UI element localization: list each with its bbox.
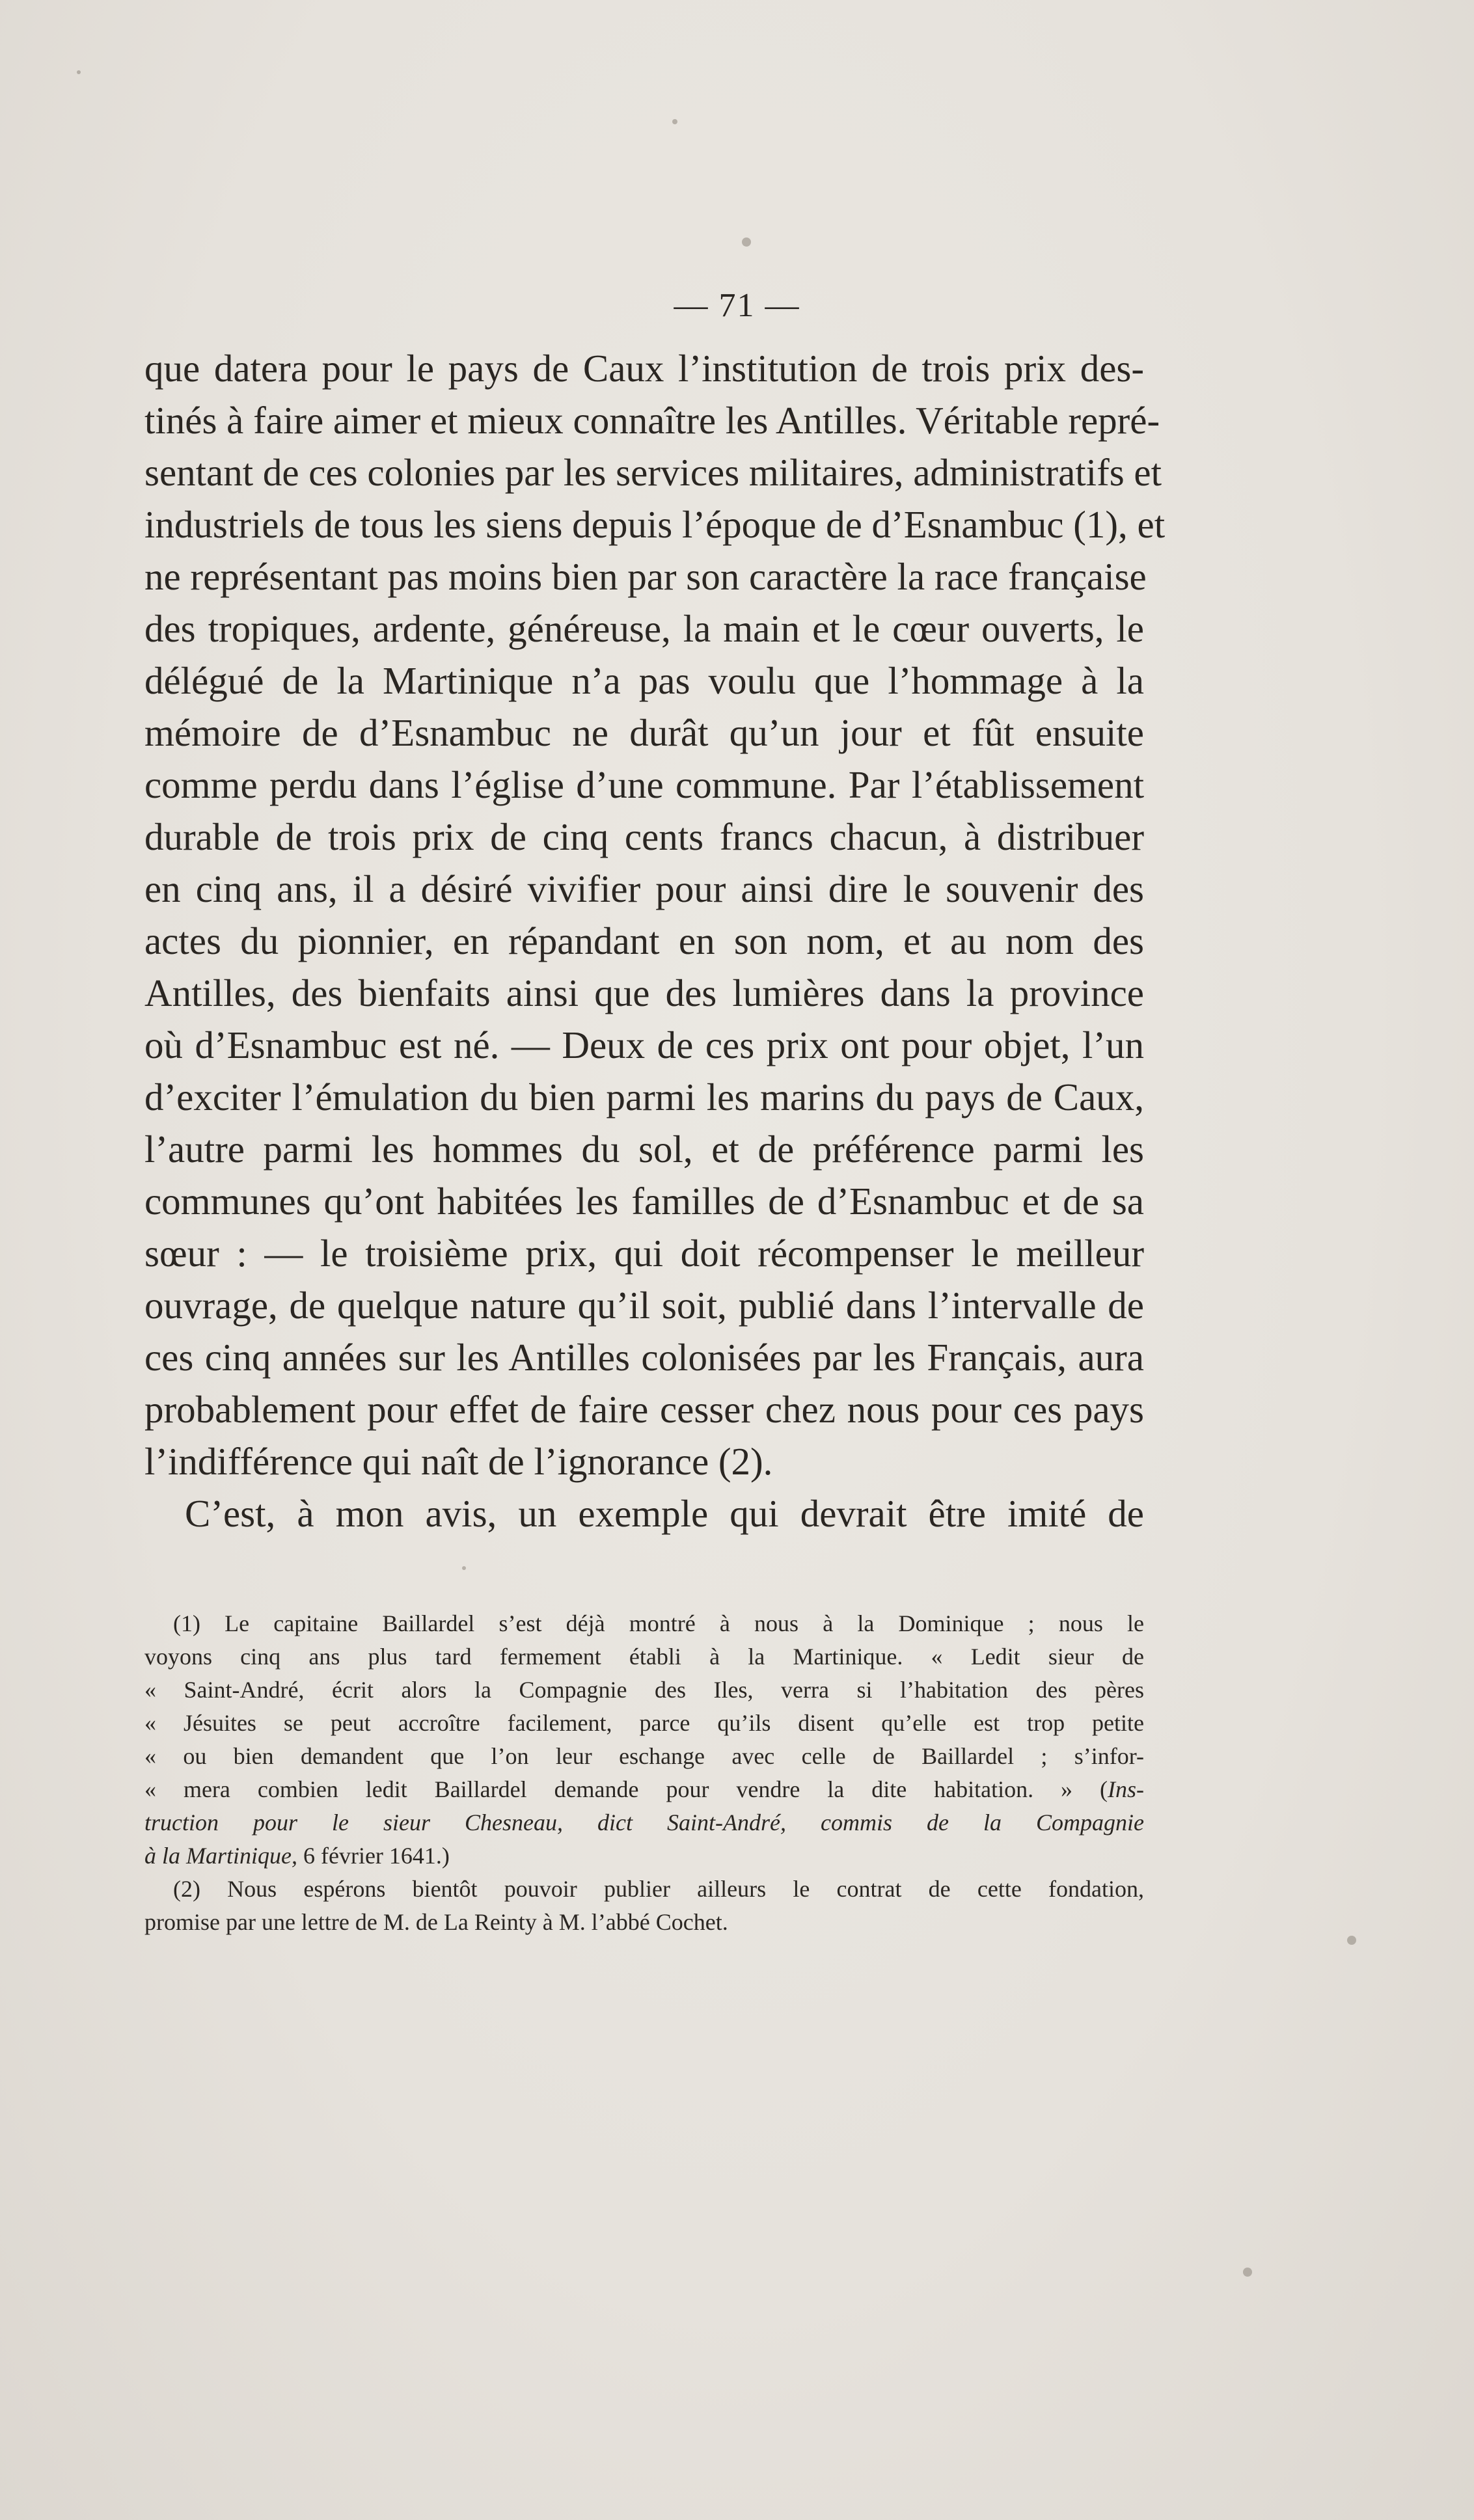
footnote-line: « Jésuites se peut accroître facilement, parce qu’ils disent qu’elle est trop petite [144, 1710, 1144, 1736]
text-line: communes qu’ont habitées les familles de d’Esnambuc et de sa [144, 1180, 1144, 1223]
footnotes-block [144, 1607, 1144, 1939]
paper-speck [742, 237, 751, 247]
text-line: d’exciter l’émulation du bien parmi les marins du pays de Caux, [144, 1076, 1144, 1118]
paper-speck [1243, 2268, 1252, 2277]
footnote-line [144, 1773, 1144, 1806]
footnote-citation: Ins- [1108, 1776, 1144, 1802]
main-text-block [144, 342, 1166, 1539]
footnote-citation: truction pour le sieur Chesneau, dict Saint-André, commis de la Compagnie [144, 1809, 1144, 1836]
footnote-text: « mera combien ledit Baillardel demande pour vendre la dite habitation. » ( [144, 1776, 1108, 1802]
footnote-text: 6 février 1641.) [297, 1843, 450, 1869]
text-line: des tropiques, ardente, généreuse, la main et le cœur ouverts, le [144, 607, 1144, 650]
text-line: ouvrage, de quelque nature qu’il soit, publié dans l’intervalle de [144, 1284, 1144, 1327]
text-line: l’indifférence qui naît de l’ignorance (2). [144, 1440, 773, 1483]
footnote-line [144, 1839, 1144, 1873]
footnote-line: voyons cinq ans plus tard fermement établi à la Martinique. « Ledit sieur de [144, 1644, 1144, 1670]
paper-speck [672, 119, 677, 124]
text-line: tinés à faire aimer et mieux connaître les Antilles. Véritable repré- [144, 399, 1160, 442]
text-line: mémoire de d’Esnambuc ne durât qu’un jour et fût ensuite [144, 711, 1144, 754]
footnote-line: (1) Le capitaine Baillardel s’est déjà montré à nous à la Dominique ; nous le [173, 1610, 1144, 1636]
text-line: sœur : — le troisième prix, qui doit récompenser le meilleur [144, 1232, 1144, 1275]
footnote-line: « Saint-André, écrit alors la Compagnie des Iles, verra si l’habitation des pères [144, 1677, 1144, 1703]
text-line: ces cinq années sur les Antilles colonisées par les Français, aura [144, 1336, 1144, 1379]
paper-speck [462, 1566, 466, 1570]
footnote-line: « ou bien demandent que l’on leur eschange avec celle de Baillardel ; s’infor- [144, 1743, 1144, 1769]
text-line: industriels de tous les siens depuis l’époque de d’Esnambuc (1), et [144, 503, 1166, 546]
text-line: Antilles, des bienfaits ainsi que des lumières dans la province [144, 971, 1144, 1014]
paper-speck [77, 70, 81, 74]
text-line: actes du pionnier, en répandant en son nom, et au nom des [144, 919, 1144, 962]
footnote-line: (2) Nous espérons bientôt pouvoir publier ailleurs le contrat de cette fondation, [173, 1876, 1144, 1902]
text-line: où d’Esnambuc est né. — Deux de ces prix ont pour objet, l’un [144, 1023, 1144, 1066]
text-line: que datera pour le pays de Caux l’institution de trois prix des- [144, 347, 1144, 390]
text-line: comme perdu dans l’église d’une commune. Par l’établissement [144, 763, 1144, 806]
footnote-line: promise par une lettre de M. de La Reinty à M. l’abbé Cochet. [144, 1909, 728, 1935]
text-line: délégué de la Martinique n’a pas voulu que l’hommage à la [144, 659, 1144, 702]
text-line: durable de trois prix de cinq cents francs chacun, à distribuer [144, 815, 1144, 858]
text-line: sentant de ces colonies par les services militaires, administratifs et [144, 451, 1162, 494]
text-line: l’autre parmi les hommes du sol, et de préférence parmi les [144, 1128, 1144, 1171]
text-line: C’est, à mon avis, un exemple qui devrait être imité de [185, 1492, 1144, 1535]
footnote-citation: à la Martinique, [144, 1843, 297, 1869]
paper-speck [1347, 1936, 1356, 1945]
text-line: ne représentant pas moins bien par son caractère la race française [144, 555, 1147, 598]
text-line: en cinq ans, il a désiré vivifier pour ainsi dire le souvenir des [144, 867, 1144, 910]
page-number: — 71 — [674, 287, 800, 324]
text-line: probablement pour effet de faire cesser chez nous pour ces pays [144, 1388, 1144, 1431]
